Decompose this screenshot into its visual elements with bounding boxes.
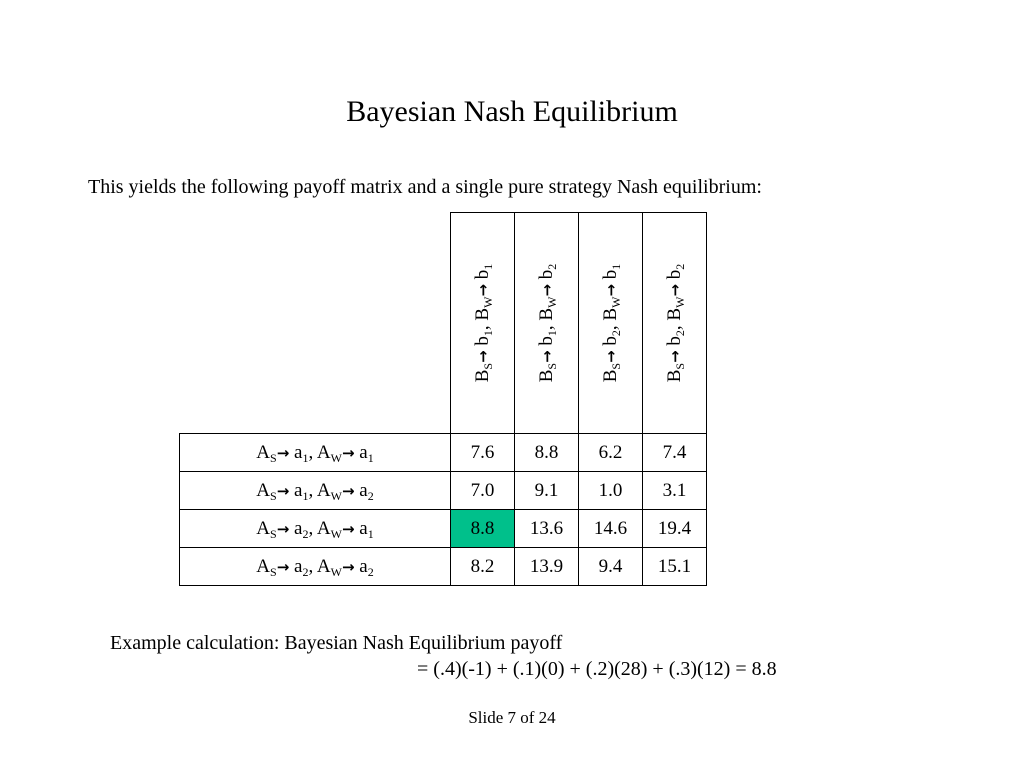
payoff-cell: 7.4	[643, 434, 707, 472]
payoff-cell: 7.6	[451, 434, 515, 472]
column-header-label: $B_S\to b_2$, $B_W\to b_1$	[599, 263, 623, 383]
row-header-1: $A_S\to a_1$, $A_W\to a_1$	[180, 434, 451, 472]
table-row	[180, 548, 707, 586]
payoff-cell: 13.9	[515, 548, 579, 586]
table-row	[180, 510, 707, 548]
arrow-icon: →	[341, 519, 355, 538]
arrow-icon: →	[276, 443, 290, 462]
calculation-label: Example calculation: Bayesian Nash Equilibrium payoff	[110, 632, 563, 654]
row-header-3: $A_S\to a_2$, $A_W\to a_1$	[180, 510, 451, 548]
arrow-icon: →	[537, 283, 556, 297]
column-header-label: $B_S\to b_1$, $B_W\to b_2$	[535, 263, 559, 383]
arrow-icon: →	[537, 350, 556, 363]
payoff-matrix	[179, 212, 707, 586]
payoff-cell: 7.0	[451, 472, 515, 510]
column-header-label: $B_S\to b_1$, $B_W\to b_1$	[471, 263, 495, 383]
arrow-icon: →	[341, 443, 355, 462]
column-header-2	[515, 213, 579, 434]
payoff-cell: 8.2	[451, 548, 515, 586]
arrow-icon: →	[276, 519, 290, 538]
column-header-label: $B_S\to b_2$, $B_W\to b_2$	[663, 263, 687, 383]
arrow-icon: →	[665, 283, 684, 297]
arrow-icon: →	[665, 350, 684, 363]
arrow-icon: →	[473, 283, 492, 297]
payoff-cell: 13.6	[515, 510, 579, 548]
payoff-cell: 1.0	[579, 472, 643, 510]
nash-equilibrium-cell: 8.8	[451, 510, 515, 548]
payoff-cell: 6.2	[579, 434, 643, 472]
table-row	[180, 472, 707, 510]
table-row	[180, 434, 707, 472]
arrow-icon: →	[473, 350, 492, 363]
payoff-cell: 19.4	[643, 510, 707, 548]
payoff-cell: 9.4	[579, 548, 643, 586]
arrow-icon: →	[601, 350, 620, 363]
payoff-cell: 14.6	[579, 510, 643, 548]
payoff-cell: 8.8	[515, 434, 579, 472]
row-header-4: $A_S\to a_2$, $A_W\to a_2$	[180, 548, 451, 586]
arrow-icon: →	[341, 557, 355, 576]
payoff-cell: 3.1	[643, 472, 707, 510]
column-header-1	[451, 213, 515, 434]
arrow-icon: →	[601, 283, 620, 297]
payoff-cell: 15.1	[643, 548, 707, 586]
matrix-corner	[180, 213, 451, 434]
column-header-3	[579, 213, 643, 434]
slide-number: Slide 7 of 24	[468, 708, 556, 727]
column-header-row	[180, 213, 707, 434]
arrow-icon: →	[276, 481, 290, 500]
row-header-2: $A_S\to a_1$, $A_W\to a_2$	[180, 472, 451, 510]
arrow-icon: →	[276, 557, 290, 576]
arrow-icon: →	[341, 481, 355, 500]
column-header-4	[643, 213, 707, 434]
calculation-formula: = (.4)(-1) + (.1)(0) + (.2)(28) + (.3)(12) = 8.8	[417, 658, 777, 680]
payoff-cell: 9.1	[515, 472, 579, 510]
slide-title: Bayesian Nash Equilibrium	[346, 95, 678, 128]
intro-text: This yields the following payoff matrix and a single pure strategy Nash equilibrium:	[88, 176, 762, 198]
